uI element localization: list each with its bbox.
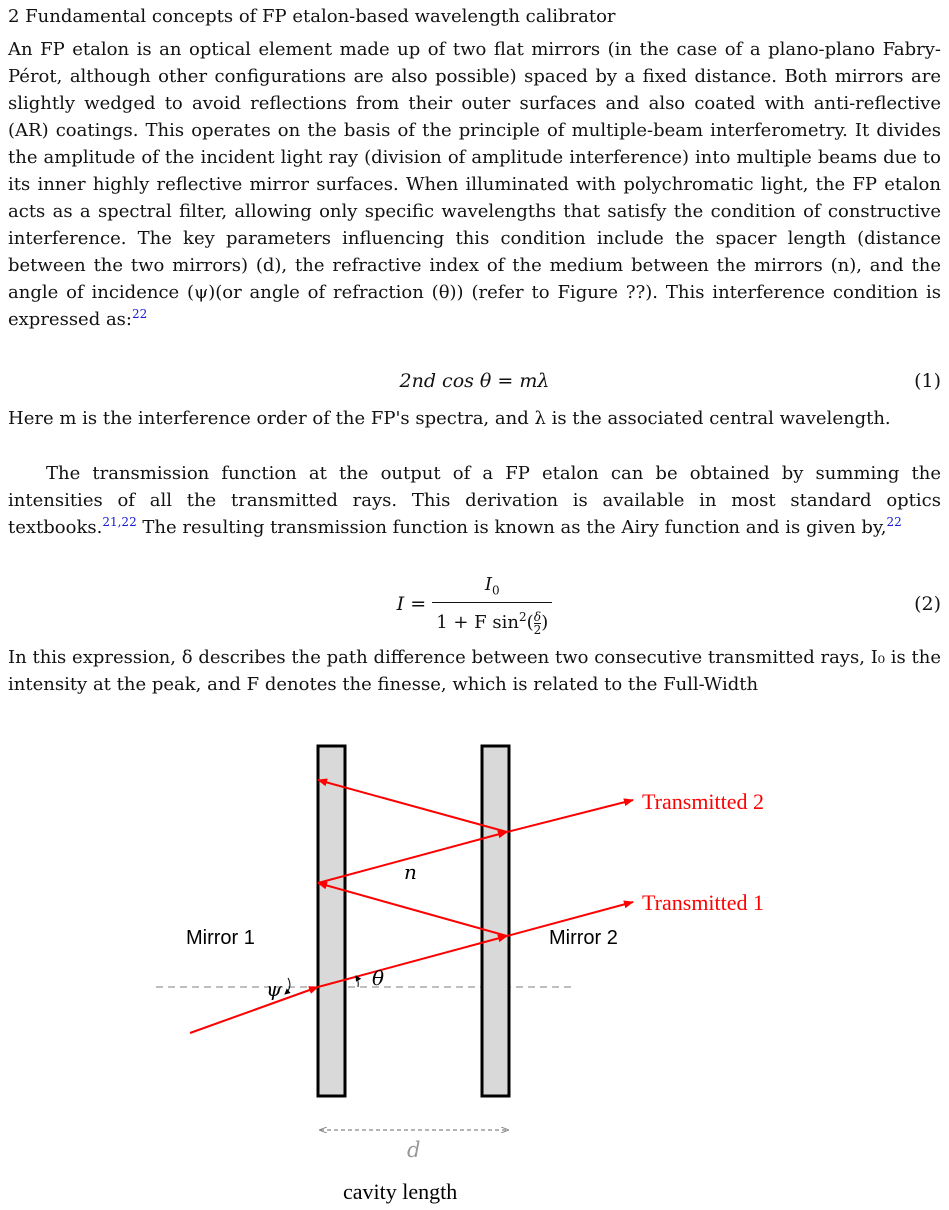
- equation-2: I = $I_0$ 1 + F $\sin^2$( $\frac{\delta}{2}$ ) (2): [396, 574, 941, 637]
- paragraph-text: An FP etalon is an optical element made up of two flat mirrors (in the case of a plano-plano Fabry-Pérot, although other configurations are also possible) spaced by a fixed distance. Both mirrors are slightly wedged to avoid reflections from their outer surfaces and also coated with anti-reflective (AR) coatings. This operates on the basis of the principle of multiple-beam interferometry. It divides the amplitude of the incident light ray (division of amplitude interference) into multiple beams due to its inner highly reflective mirror surfaces. When illuminated with polychromatic light, the FP etalon acts as a spectral filter, allowing only specific wavelengths that satisfy the condition of constructive interference. The key parameters influencing this condition include the spacer length (distance between the two mirrors) (d), the refractive index of the medium between the mirrors (n), and the angle of incidence (ψ)(or angle of refraction (θ)) (refer to Figure ??). This interference condition is expressed as:: [8, 39, 941, 330]
- paragraph-text: Here m is the interference order of the FP's spectra, and λ is the associated central wavelength.: [8, 408, 891, 429]
- mirror-2-label: Mirror 2: [549, 927, 618, 949]
- numerator-subscript: 0: [492, 584, 500, 599]
- equation-number: (2): [914, 593, 941, 615]
- transmitted-2-label: Transmitted 2: [642, 789, 765, 814]
- psi-label: ψ: [266, 977, 282, 1001]
- airy-fraction: $I_0$ 1 + F $\sin^2$( $\frac{\delta}{2}$ ): [432, 574, 552, 635]
- citation-link[interactable]: 22: [886, 515, 902, 529]
- theta-label: θ: [372, 966, 385, 990]
- numerator: I: [484, 574, 492, 596]
- psi-angle-arc: [285, 978, 290, 994]
- equation-rhs: mλ: [519, 370, 550, 392]
- denominator-superscript: 2: [518, 610, 527, 625]
- paragraph-text-2: The resulting transmission function is known as the Airy function and is given by,: [136, 517, 887, 538]
- equation-lhs: I: [396, 593, 405, 615]
- transmitted-1-label: Transmitted 1: [642, 890, 765, 915]
- mirror-1-label: Mirror 1: [186, 927, 255, 949]
- incident-ray: [190, 987, 318, 1033]
- theta-angle-arc: [356, 976, 358, 987]
- mirror-2-plate: [482, 746, 509, 1096]
- delta-symbol: δ: [533, 609, 542, 624]
- equation-1: 2nd cos θ = mλ (1): [0, 364, 949, 398]
- denominator-text: 1 + F sin: [436, 612, 519, 634]
- equation-lhs: 2nd cos θ: [399, 370, 492, 392]
- two-symbol: 2: [533, 622, 542, 637]
- transmitted-2-ray: [507, 800, 633, 832]
- equation-number: (1): [914, 370, 941, 392]
- citation-link[interactable]: 21,22: [102, 515, 137, 529]
- citation-link[interactable]: 22: [132, 307, 148, 321]
- paragraph-text: In this expression, δ describes the path difference between two consecutive transmitted rays, I₀ is the intensity at the peak, and F denotes the finesse, which is related to the Full-Width: [8, 647, 941, 695]
- figure-caption: cavity length: [343, 1179, 458, 1204]
- n-label: n: [404, 860, 417, 884]
- section-header: 2 Fundamental concepts of FP etalon-based wavelength calibrator: [8, 6, 616, 27]
- d-label: d: [407, 1138, 421, 1162]
- paragraph-text-1: The transmission function at the output of a FP etalon can be obtained by summing the intensities of all the transmitted rays. This derivation is available in most standard optics textbooks.: [8, 463, 941, 538]
- mirror-1-plate: [318, 746, 345, 1096]
